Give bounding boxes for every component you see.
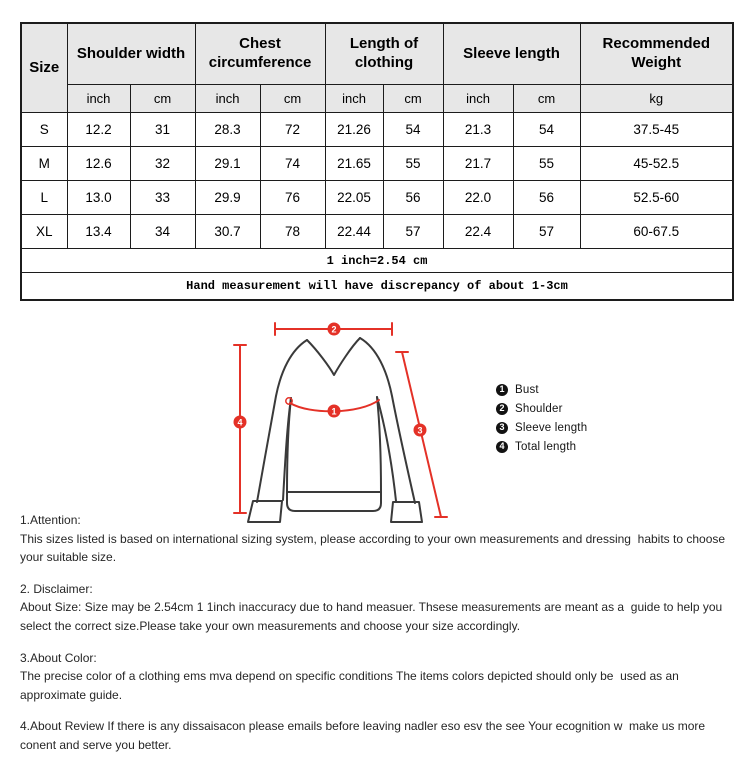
unit-cell: inch (325, 85, 383, 113)
measurement-legend (496, 380, 587, 456)
sleeve-length-callout-number: 3 (417, 425, 423, 436)
size-column-header: Size (21, 23, 67, 113)
unit-cell: kg (580, 85, 733, 113)
sleeve-length-measure-line (396, 352, 447, 517)
note-heading: 3.About Color: (20, 650, 97, 665)
total-length-callout-number: 4 (237, 417, 243, 428)
note-block (20, 717, 729, 754)
size-value-cell: 13.0 (67, 181, 130, 215)
unit-cell: cm (383, 85, 443, 113)
legend-item-label: Bust (515, 383, 539, 396)
legend-number-icon: 1 (496, 384, 508, 396)
bust-measure-line (286, 398, 379, 418)
legend-item-label: Sleeve length (515, 421, 588, 434)
legend-number-icon: 4 (496, 441, 508, 453)
measurement-annotations (234, 323, 448, 518)
size-value-cell: 37.5-45 (580, 113, 733, 147)
note-block (20, 511, 729, 567)
sleeve-length-header: Sleeve length (443, 23, 580, 85)
size-value-cell: 57 (513, 215, 580, 249)
size-label-cell: S (21, 113, 67, 147)
size-table-row (21, 215, 733, 249)
chest-circumference-header: Chest circumference (195, 23, 325, 85)
shoulder-measure-line (275, 323, 392, 336)
size-chart-table (20, 22, 734, 301)
table-header-row (21, 23, 733, 85)
size-table-row (21, 113, 733, 147)
note-heading: 1.Attention: (20, 513, 81, 527)
note-block (20, 649, 729, 705)
size-value-cell: 54 (513, 113, 580, 147)
size-value-cell: 55 (513, 147, 580, 181)
size-value-cell: 29.1 (195, 147, 260, 181)
size-table-row (21, 147, 733, 181)
legend-item (496, 399, 587, 418)
size-value-cell: 34 (130, 215, 195, 249)
total-length-measure-line (234, 345, 247, 513)
size-value-cell: 21.26 (325, 113, 383, 147)
size-value-cell: 13.4 (67, 215, 130, 249)
legend-item (496, 437, 587, 456)
size-label-cell: L (21, 181, 67, 215)
unit-cell: cm (513, 85, 580, 113)
size-value-cell: 54 (383, 113, 443, 147)
shoulder-width-header: Shoulder width (67, 23, 195, 85)
footnote-row (21, 273, 733, 301)
size-value-cell: 31 (130, 113, 195, 147)
size-value-cell: 33 (130, 181, 195, 215)
size-value-cell: 56 (383, 181, 443, 215)
note-body: About Size: Size may be 2.54cm 1 1inch inaccuracy due to hand measuer. Thsese measurements are meant as a guide to help you select the correct size.Please take your own measurements and choose your size accordingly. (20, 600, 726, 633)
size-value-cell: 21.3 (443, 113, 513, 147)
size-value-cell: 76 (260, 181, 325, 215)
legend-item-label: Total length (515, 440, 577, 453)
size-value-cell: 22.05 (325, 181, 383, 215)
size-value-cell: 21.7 (443, 147, 513, 181)
size-value-cell: 22.44 (325, 215, 383, 249)
unit-cell: inch (195, 85, 260, 113)
inch-conversion-note: 1 inch=2.54 cm (21, 249, 733, 273)
note-body: The precise color of a clothing ems mva depend on specific conditions The items colors depicted should only be used as an approximate guide. (20, 669, 683, 702)
size-value-cell: 32 (130, 147, 195, 181)
size-value-cell: 28.3 (195, 113, 260, 147)
size-table-row (21, 181, 733, 215)
unit-cell: cm (260, 85, 325, 113)
note-body: 4.About Review If there is any dissaisacon please emails before leaving nadler eso esv the see Your ecognition w make us more conent and serve you better. (20, 719, 709, 752)
notes-section (20, 511, 729, 768)
size-value-cell: 12.6 (67, 147, 130, 181)
size-value-cell: 72 (260, 113, 325, 147)
legend-item (496, 380, 587, 399)
size-value-cell: 60-67.5 (580, 215, 733, 249)
sweater-measurement-diagram (230, 314, 480, 529)
unit-header-row (21, 85, 733, 113)
legend-item (496, 418, 587, 437)
size-label-cell: M (21, 147, 67, 181)
sweater-outline (248, 338, 422, 522)
size-value-cell: 30.7 (195, 215, 260, 249)
size-value-cell: 29.9 (195, 181, 260, 215)
size-value-cell: 45-52.5 (580, 147, 733, 181)
legend-number-icon: 3 (496, 422, 508, 434)
shoulder-callout-number: 2 (331, 324, 337, 335)
bust-callout-number: 1 (331, 406, 337, 417)
size-label-cell: XL (21, 215, 67, 249)
size-value-cell: 78 (260, 215, 325, 249)
unit-cell: inch (67, 85, 130, 113)
size-value-cell: 55 (383, 147, 443, 181)
legend-item-label: Shoulder (515, 402, 563, 415)
note-heading: 2. Disclaimer: (20, 581, 93, 596)
note-body: This sizes listed is based on international sizing system, please according to your own measurements and dressing habits to choose your suitable size. (20, 531, 729, 565)
size-rows (21, 113, 733, 249)
hand-measurement-note: Hand measurement will have discrepancy of about 1-3cm (21, 273, 733, 301)
size-value-cell: 12.2 (67, 113, 130, 147)
legend-number-icon: 2 (496, 403, 508, 415)
unit-cell: cm (130, 85, 195, 113)
note-block (20, 580, 729, 636)
size-value-cell: 56 (513, 181, 580, 215)
size-value-cell: 52.5-60 (580, 181, 733, 215)
unit-cell: inch (443, 85, 513, 113)
size-value-cell: 21.65 (325, 147, 383, 181)
recommended-weight-header: Recommended Weight (580, 23, 733, 85)
size-value-cell: 57 (383, 215, 443, 249)
size-value-cell: 74 (260, 147, 325, 181)
footnote-row (21, 249, 733, 273)
length-of-clothing-header: Length of clothing (325, 23, 443, 85)
size-value-cell: 22.4 (443, 215, 513, 249)
size-value-cell: 22.0 (443, 181, 513, 215)
